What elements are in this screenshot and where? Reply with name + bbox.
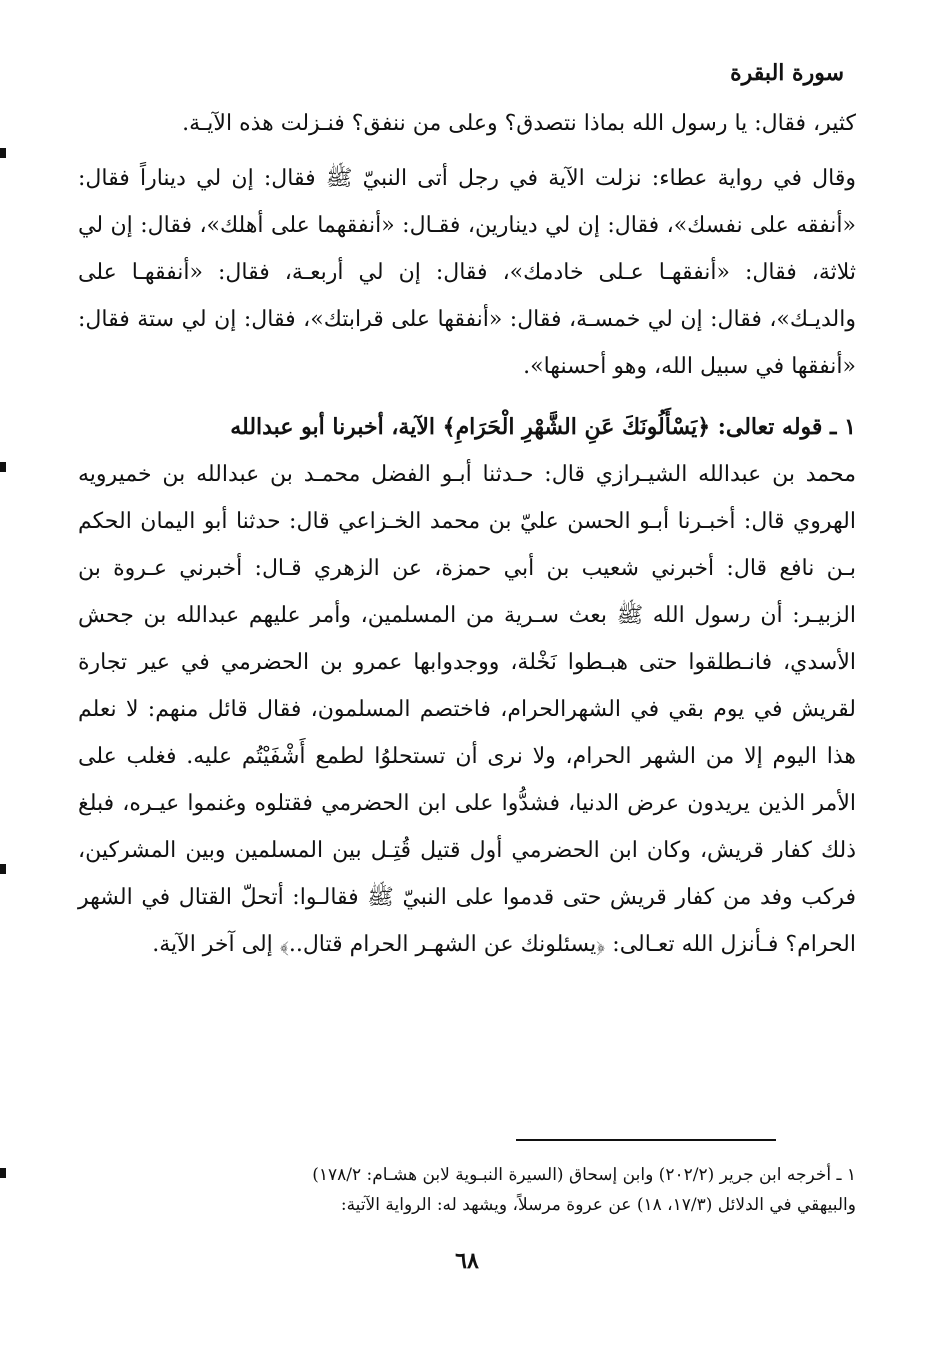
- page-number: ٦٨: [455, 1248, 479, 1274]
- footnote-line: والبيهقي في الدلائل (١٧/٣، ١٨) عن عروة مرسلاً، ويشهد له: الرواية الآتية:: [340, 1195, 856, 1215]
- verse-intro: ١ ـ قوله تعالى: ﴿يَسْأَلُونَكَ عَنِ الشَّهْرِ الْحَرَامِ﴾ الآية، أخبرنا أبو عبدالله: [230, 414, 856, 440]
- paragraph-ata-narration: وقال في رواية عطاء: نزلت الآية في رجل أتى النبيّ ﷺ فقال: إن لي ديناراً فقال: «أنفقه على نفسك»، فقال: إن لي دينارين، فقـال: «أنفقهما على أهلك»، فقال: إن لي ثلاثة، فقال: «أنفقهـا عـلى خادمك»، فقال: إن لي أربعـة، فقال: «أنفقهـا على والديـك»، فقال: إن لي خمسـة، فقال: «أنفقها على قرابتك»، فقال: إن لي ستة فقال: «أنفقها في سبيل الله، وهو أحسنها».: [78, 166, 856, 379]
- margin-mark: [0, 864, 6, 874]
- footnotes: [78, 1160, 856, 1220]
- paragraph-narration-chain: محمد بن عبدالله الشيـرازي قال: حـدثنا أبـو الفضل محمـد بن عبدالله بن خميرويه الهروي قال: أخبـرنا أبـو الحسن عليّ بن محمد الخـزاعي قال: حدثنا أبو اليمان الحكم بـن نافع قال: أخبرني شعيب بن أبي حمزة، عن الزهري قـال: أخبرني عـروة بن الزبيـر: أن رسول الله ﷺ بعث سـرية من المسلمين، وأمر عليهم عبدالله بن جحش الأسدي، فانـطلقوا حتى هبـطوا نَخْلة، ووجدوابها عمرو بن الحضرمي في عير تجارة لقريش في يوم بقي في الشهرالحرام، فاختصم المسلمون، فقال قائل منهم: لا نعلم هذا اليوم إلا من الشهر الحرام، ولا نرى أن تستحلوُا لطمع أَشْفَيْتُم عليه. فغلب على الأمر الذين يريدون عرض الدنيا، فشدُّوا على ابن الحضرمي فقتلوه وغنموا عيـره، فبلغ ذلك كفار قريش، وكان ابن الحضرمي أول قتيل قُتِـل بين المسلمين وبين المشركين، فركب وفد من كفار قريش حتى قدموا على النبيّ ﷺ فقالـوا: أتحلّ القتال في الشهر الحرام؟ فـأنزل الله تعـالى: ﴿يسئلونك عن الشهـر الحرام قتال..﴾ إلى آخر الآية.: [78, 462, 857, 957]
- footnote-line: ١ ـ أخرجه ابن جرير (٢٠٢/٢) وابن إسحاق (السيرة النبـوية لابن هشـام: ١٧٨/٢): [312, 1165, 856, 1185]
- margin-mark: [0, 462, 6, 472]
- paragraph-continuation: كثير، فقال: يا رسول الله بماذا نتصدق؟ وعلى من ننفق؟ فنـزلت هذه الآيـة.: [182, 111, 856, 136]
- surah-title: سورة البقرة: [730, 60, 844, 86]
- main-text: [78, 100, 856, 968]
- margin-mark: [0, 1168, 6, 1178]
- footnote-divider: [516, 1139, 776, 1141]
- margin-mark: [0, 148, 6, 158]
- paragraph-verse-commentary: [78, 404, 856, 451]
